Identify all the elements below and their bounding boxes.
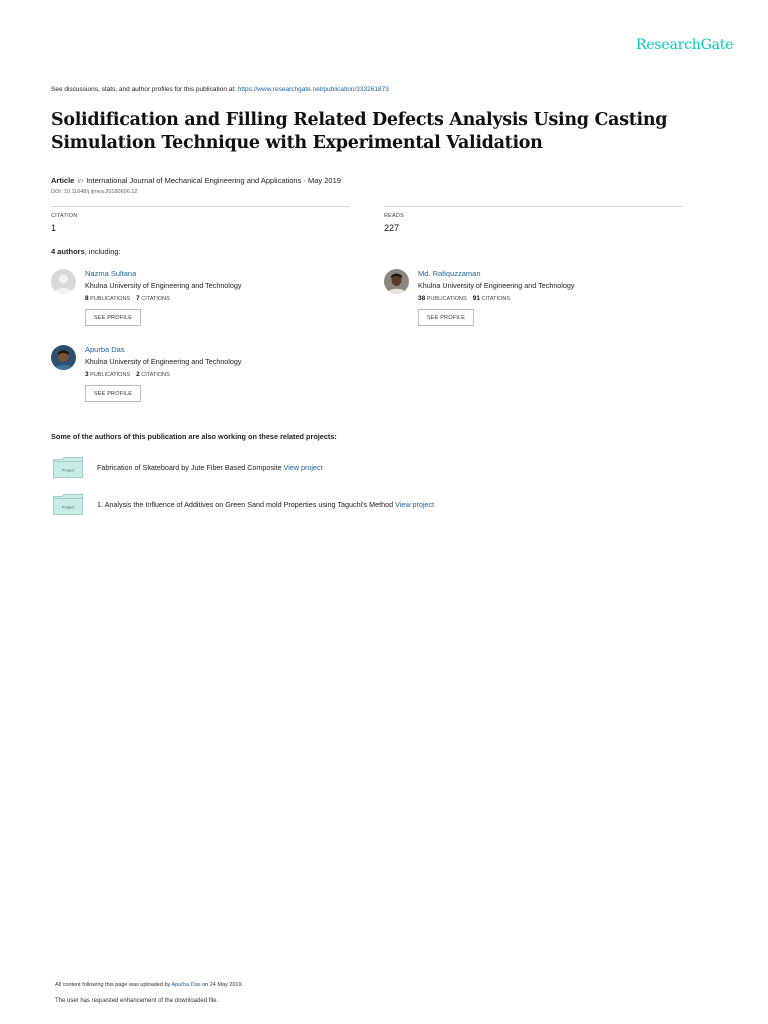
publication-link[interactable]: https://www.researchgate.net/publication/333261873 [237, 86, 389, 93]
author-counts [418, 295, 510, 302]
discussion-text: See discussions, stats, and author profiles for this publication at: [51, 86, 238, 93]
author-name[interactable]: Md. Rafiquzzaman [418, 269, 481, 278]
reads-label: READS [384, 213, 404, 219]
citations-count: 91 [472, 295, 480, 302]
author-institution: Khulna University of Engineering and Technology [418, 281, 575, 290]
see-profile-button[interactable]: SEE PROFILE [85, 385, 141, 402]
author-institution: Khulna University of Engineering and Technology [85, 357, 242, 366]
uploader-link[interactable]: Apurba Das [171, 982, 201, 988]
author-counts [85, 371, 170, 378]
project-folder-icon [53, 457, 83, 478]
project-title: Fabrication of Skateboard by Jute Fiber Based Composite [97, 463, 284, 472]
avatar[interactable] [51, 269, 76, 294]
avatar[interactable] [51, 345, 76, 370]
view-project-link[interactable]: View project [283, 463, 323, 472]
doi: DOI: 10.11648/j.ijmea.20180606.12 [51, 189, 138, 195]
avatar[interactable] [384, 269, 409, 294]
author-name[interactable]: Nazma Sultana [85, 269, 137, 278]
upload-prefix: All content following this page was uploaded by [55, 982, 172, 988]
citation-value: 1 [51, 223, 57, 233]
authors-count: 4 authors [51, 247, 85, 256]
researchgate-logo[interactable]: ResearchGate [636, 37, 734, 53]
project-folder-icon [53, 494, 83, 515]
citations-count: 2 [136, 371, 140, 378]
reads-value: 227 [384, 223, 400, 233]
in-word: in [77, 176, 84, 185]
citations-label: CITATIONS [481, 296, 510, 302]
enhancement-note: The user has requested enhancement of the downloaded file. [55, 998, 219, 1004]
citations-label: CITATIONS [141, 372, 170, 378]
publications-count: 8 [85, 295, 89, 302]
publications-label: PUBLICATIONS [426, 296, 467, 302]
discussion-line [51, 86, 389, 93]
page-title: Solidification and Filling Related Defects Analysis Using Casting Simulation Technique with Experimental Validation [51, 110, 668, 153]
author-name[interactable]: Apurba Das [85, 345, 125, 354]
citation-label: CITATION [51, 213, 78, 219]
project-title: 1. Analysis the Influence of Additives on Green Sand mold Properties using Taguchi's Method [97, 500, 396, 509]
related-projects-heading: Some of the authors of this publication are also working on these related projects: [51, 432, 337, 441]
project-text [97, 463, 323, 472]
upload-suffix: on 24 May 2019. [200, 982, 244, 988]
publication-meta [51, 176, 341, 185]
divider-right [384, 206, 683, 207]
publications-label: PUBLICATIONS [90, 296, 131, 302]
author-institution: Khulna University of Engineering and Technology [85, 281, 242, 290]
divider-left [51, 206, 350, 207]
publication-type: Article [51, 176, 75, 185]
folder-label: Project [61, 467, 75, 473]
publications-count: 38 [418, 295, 426, 302]
journal-name: International Journal of Mechanical Engineering and Applications · May 2019 [86, 176, 341, 185]
view-project-link[interactable]: View project [395, 500, 435, 509]
citations-label: CITATIONS [141, 296, 170, 302]
authors-suffix: , including: [84, 247, 121, 256]
folder-label: Project [61, 504, 75, 510]
upload-note [55, 982, 243, 988]
project-text [97, 500, 434, 509]
author-counts [85, 295, 170, 302]
see-profile-button[interactable]: SEE PROFILE [418, 309, 474, 326]
see-profile-button[interactable]: SEE PROFILE [85, 309, 141, 326]
citations-count: 7 [136, 295, 140, 302]
publications-label: PUBLICATIONS [90, 372, 131, 378]
authors-heading [51, 247, 121, 256]
publications-count: 3 [85, 371, 89, 378]
